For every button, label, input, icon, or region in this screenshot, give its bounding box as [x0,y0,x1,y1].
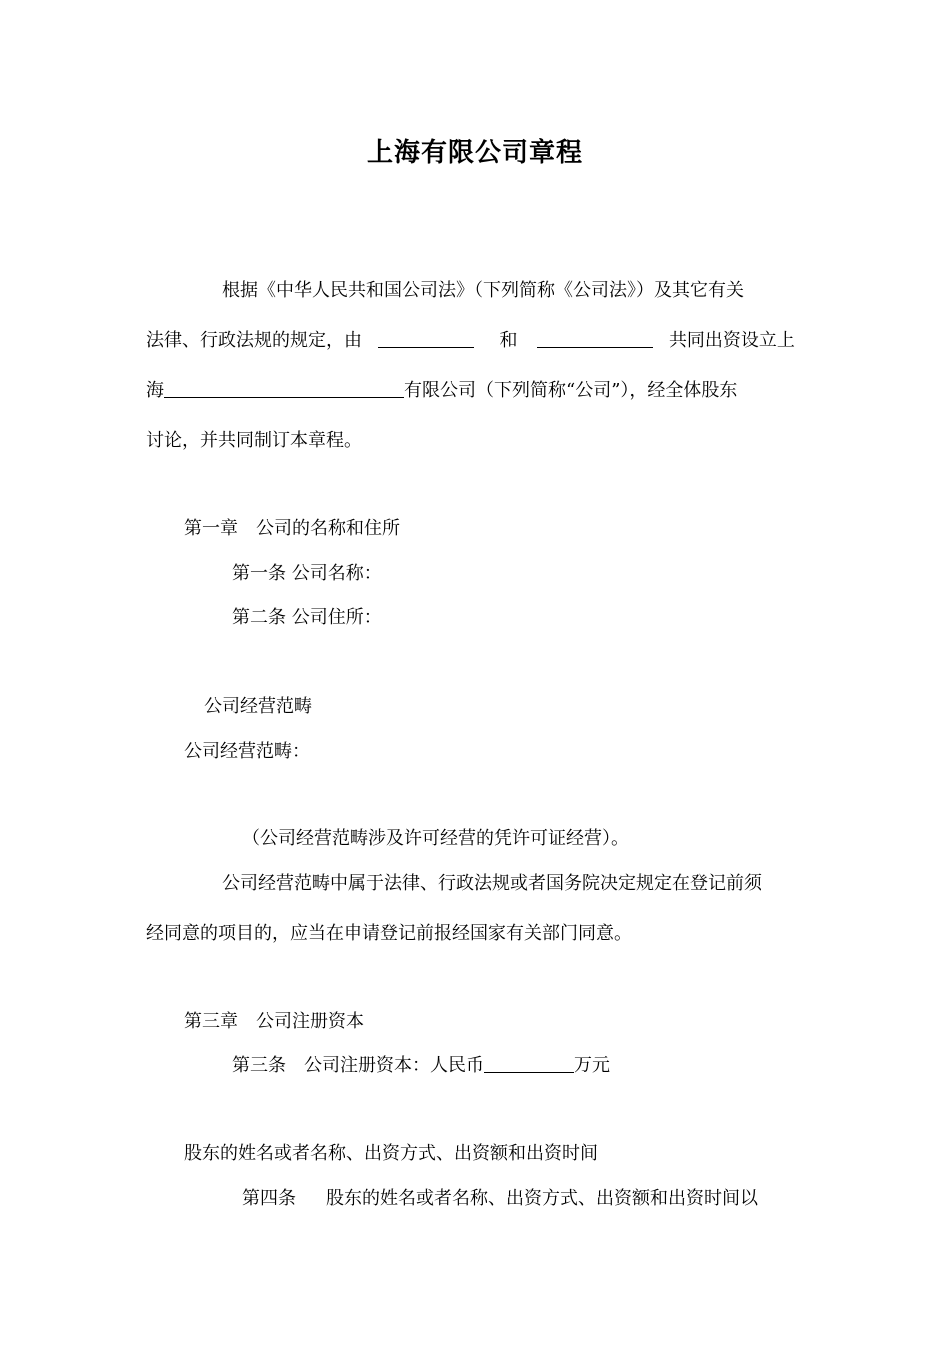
preamble-line-3-text-a: 海 [146,380,164,401]
preamble-line-3-text-b: 有限公司（下列简称“公司”），经全体股东 [404,380,738,401]
preamble-line-2-text-c: 共同出资设立上 [668,330,795,351]
article-4-text: 股东的姓名或者名称、出资方式、出资额和出资时间以 [326,1188,758,1209]
article-2: 第二条 公司住所： [232,607,382,628]
chapter-3-heading: 第三章 公司注册资本 [184,1011,364,1032]
article-1: 第一条 公司名称： [232,563,382,584]
preamble-line-4: 讨论，并共同制订本章程。 [146,430,362,451]
scope-paragraph-line-2: 经同意的项目的，应当在申请登记前报经国家有关部门同意。 [146,923,632,944]
preamble-line-2-text-a: 法律、行政法规的规定，由 [146,330,362,351]
preamble-line-3 [146,379,737,403]
scope-subheading: 公司经营范畴： [184,741,310,762]
article-3 [232,1054,610,1078]
preamble-line-2 [146,329,795,353]
scope-license-note: （公司经营范畴涉及许可经营的凭许可证经营）。 [242,828,629,849]
preamble-line-1: 根据《中华人民共和国公司法》（下列简称《公司法》）及其它有关 [222,280,744,301]
article-3-unit: 万元 [574,1055,610,1076]
article-4 [242,1187,758,1211]
chapter-1-heading: 第一章 公司的名称和住所 [184,518,400,539]
article-3-text-a: 第三条 公司注册资本：人民币 [232,1055,484,1076]
preamble-line-2-and: 和 [499,330,518,351]
article-4-label: 第四条 [242,1188,296,1209]
shareholders-heading: 股东的姓名或者名称、出资方式、出资额和出资时间 [184,1143,598,1164]
scope-paragraph-line-1: 公司经营范畴中属于法律、行政法规或者国务院决定规定在登记前须 [222,873,762,894]
registered-capital-blank[interactable] [484,1054,574,1073]
founder-a-blank[interactable] [378,329,474,348]
founder-b-blank[interactable] [537,329,653,348]
company-name-blank[interactable] [164,379,404,398]
scope-heading: 公司经营范畴 [204,696,312,717]
document-title: 上海有限公司章程 [366,138,583,168]
